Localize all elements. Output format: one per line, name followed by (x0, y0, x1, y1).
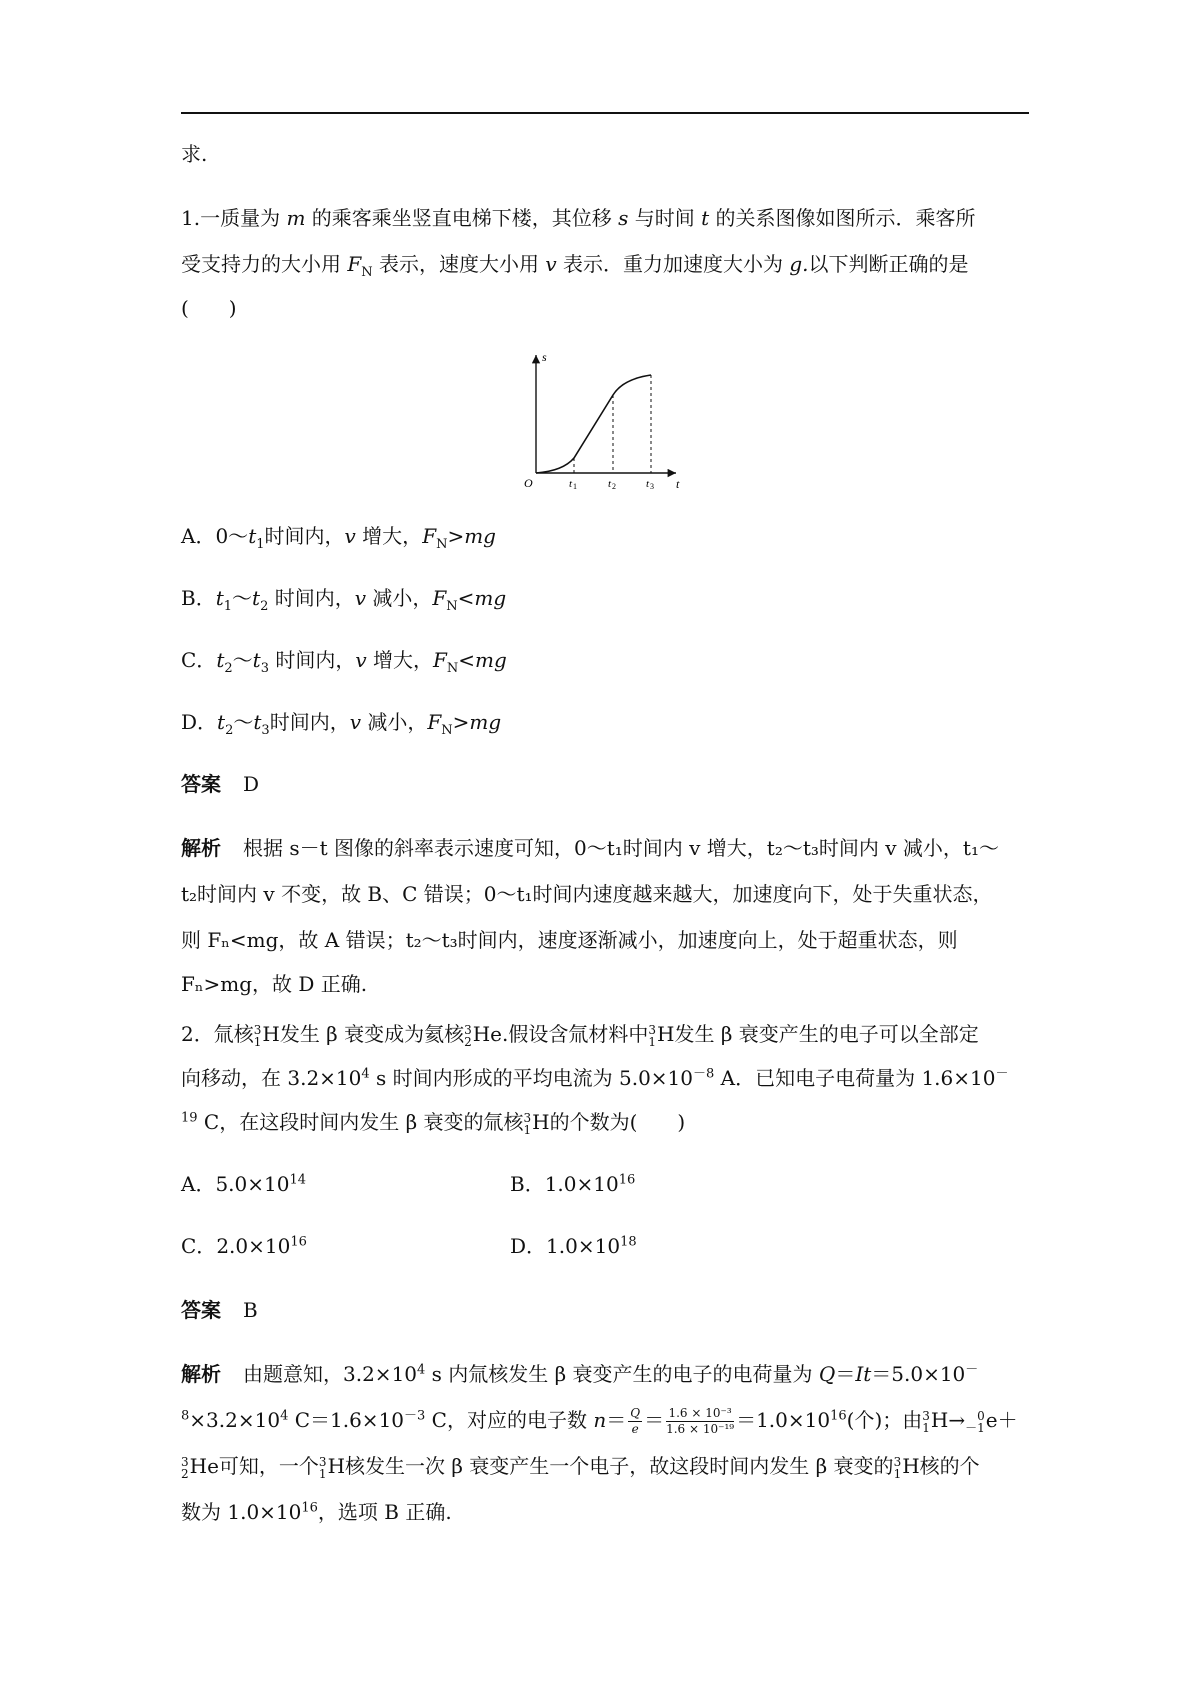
q2-analysis-line-3: 3 2 He可知，一个 3 1 H核发生一次 β 衰变产生一个电子，故这段时间内发生 β 衰变的 3 1 H核的个 (181, 1454, 980, 1481)
nuclide-H3: 3 1 (648, 1022, 657, 1049)
nuclide-He3: 3 2 (181, 1454, 189, 1481)
origin-label: O (524, 476, 533, 490)
q2-option-c: C．$2.0\times 10^{16}$ (181, 1234, 307, 1258)
q1-option-b: B．$t_1\sim t_2$ 时间内，v 减小，$F_N<mg$ (181, 586, 507, 614)
q2-analysis-line-2: $^8\times 3.2\times 10^4$ $C=1.6\times 10^{-3}$ C，对应的电子数 n＝ $\frac{Q}{e}$ ＝ $\frac{\text{1.6 × 10⁻³}}{\text{1.6 × 10⁻¹⁹}}$ $=1.0\times 10^{16}$(个)；由 3 1 H→ 0 －1 e＋ (181, 1406, 1018, 1436)
s-t-graph (518, 345, 688, 490)
t1-label-t: t (569, 478, 573, 490)
q1-option-d: D．$t_2\sim t_3$时间内，v 减小，$F_N>mg$ (181, 710, 502, 738)
q2-analysis-line-4: 数为 $1.0\times 10^{16}$，选项 B 正确. (181, 1500, 452, 1524)
t1-label-sub: 1 (573, 482, 577, 490)
fraction-numeric: $\frac{\text{1.6 × 10⁻³}}{\text{1.6 × 10⁻¹⁹}}$ (666, 1406, 735, 1436)
q1-line-1: 1.一质量为 m 的乘客乘坐竖直电梯下楼，其位移 s 与时间 t 的关系图像如图所示．乘客所 (181, 206, 976, 230)
header-rule (181, 112, 1029, 114)
q2-option-b: B．$1.0\times 10^{16}$ (510, 1172, 636, 1196)
q1-analysis-line-1: 解析 根据 s－t 图像的斜率表示速度可知，0～t₁时间内 v 增大，t₂～t₃时间内 v 减小，t₁～ (181, 836, 999, 860)
t2-label-sub: 2 (612, 482, 616, 490)
q1-option-a: A．$0\sim t_1$时间内，v 增大，$F_N>mg$ (181, 524, 496, 552)
nuclide-electron: 0 －1 (965, 1408, 985, 1435)
q1-analysis-line-4: Fₙ>mg，故 D 正确. (181, 972, 368, 996)
fraction-q-over-e: $\frac{Q}{e}$ (630, 1406, 641, 1436)
q2-analysis-line-1: 解析 由题意知，$3.2\times 10^4$ s 内氚核发生 β 衰变产生的电子的电荷量为 Q＝It＝5.0×10－ (181, 1362, 979, 1386)
q1-line-2: 受支持力的大小用 $F_N$ 表示，速度大小用 v 表示．重力加速度大小为 g.以下判断正确的是 (181, 252, 969, 280)
q1-answer: 答案 D (181, 772, 260, 796)
t2-label-t: t (608, 478, 612, 490)
q1-analysis-line-2: t₂时间内 v 不变，故 B、C 错误；0～t₁时间内速度越来越大，加速度向下，处于失重状态， (181, 882, 993, 906)
s-t-curve (536, 375, 651, 473)
nuclide-He3: 3 2 (464, 1022, 472, 1049)
nuclide-H3: 3 1 (893, 1454, 902, 1481)
q2-line-3: $^{19}$ C，在这段时间内发生 β 衰变的氚核 3 1 H的个数为( ) (181, 1110, 686, 1137)
q1-analysis-line-3: 则 Fₙ<mg，故 A 错误；t₂～t₃时间内，速度逐渐减小，加速度向上，处于超重状态，则 (181, 928, 958, 952)
nuclide-H3: 3 1 (253, 1022, 262, 1049)
t3-label-t: t (646, 478, 650, 490)
x-axis-label: t (676, 477, 680, 490)
q2-line-2: 向移动，在 $3.2\times 10^4$ s 时间内形成的平均电流为 $5.0\times 10^{-8}$ A．已知电子电荷量为 1.6×10－ (181, 1066, 1009, 1090)
q2-line-1: 2．氚核 3 1 H发生 β 衰变成为氦核 3 2 He.假设含氚材料中 3 1 H发生 β 衰变产生的电子可以全部定 (181, 1022, 979, 1049)
nuclide-H3: 3 1 (318, 1454, 327, 1481)
y-axis-label: s (542, 350, 547, 364)
q2-option-a: A．$5.0\times 10^{14}$ (181, 1172, 307, 1196)
t3-label-sub: 3 (650, 482, 654, 490)
q2-option-d: D．$1.0\times 10^{18}$ (510, 1234, 637, 1258)
nuclide-H3: 3 1 (922, 1408, 930, 1435)
q1-option-c: C．$t_2\sim t_3$ 时间内，v 增大，$F_N<mg$ (181, 648, 507, 676)
continuation-text: 求. (181, 142, 208, 166)
q1-answer-paren: ( ) (181, 296, 237, 320)
q2-answer: 答案 B (181, 1298, 258, 1322)
nuclide-H3: 3 1 (523, 1110, 532, 1137)
